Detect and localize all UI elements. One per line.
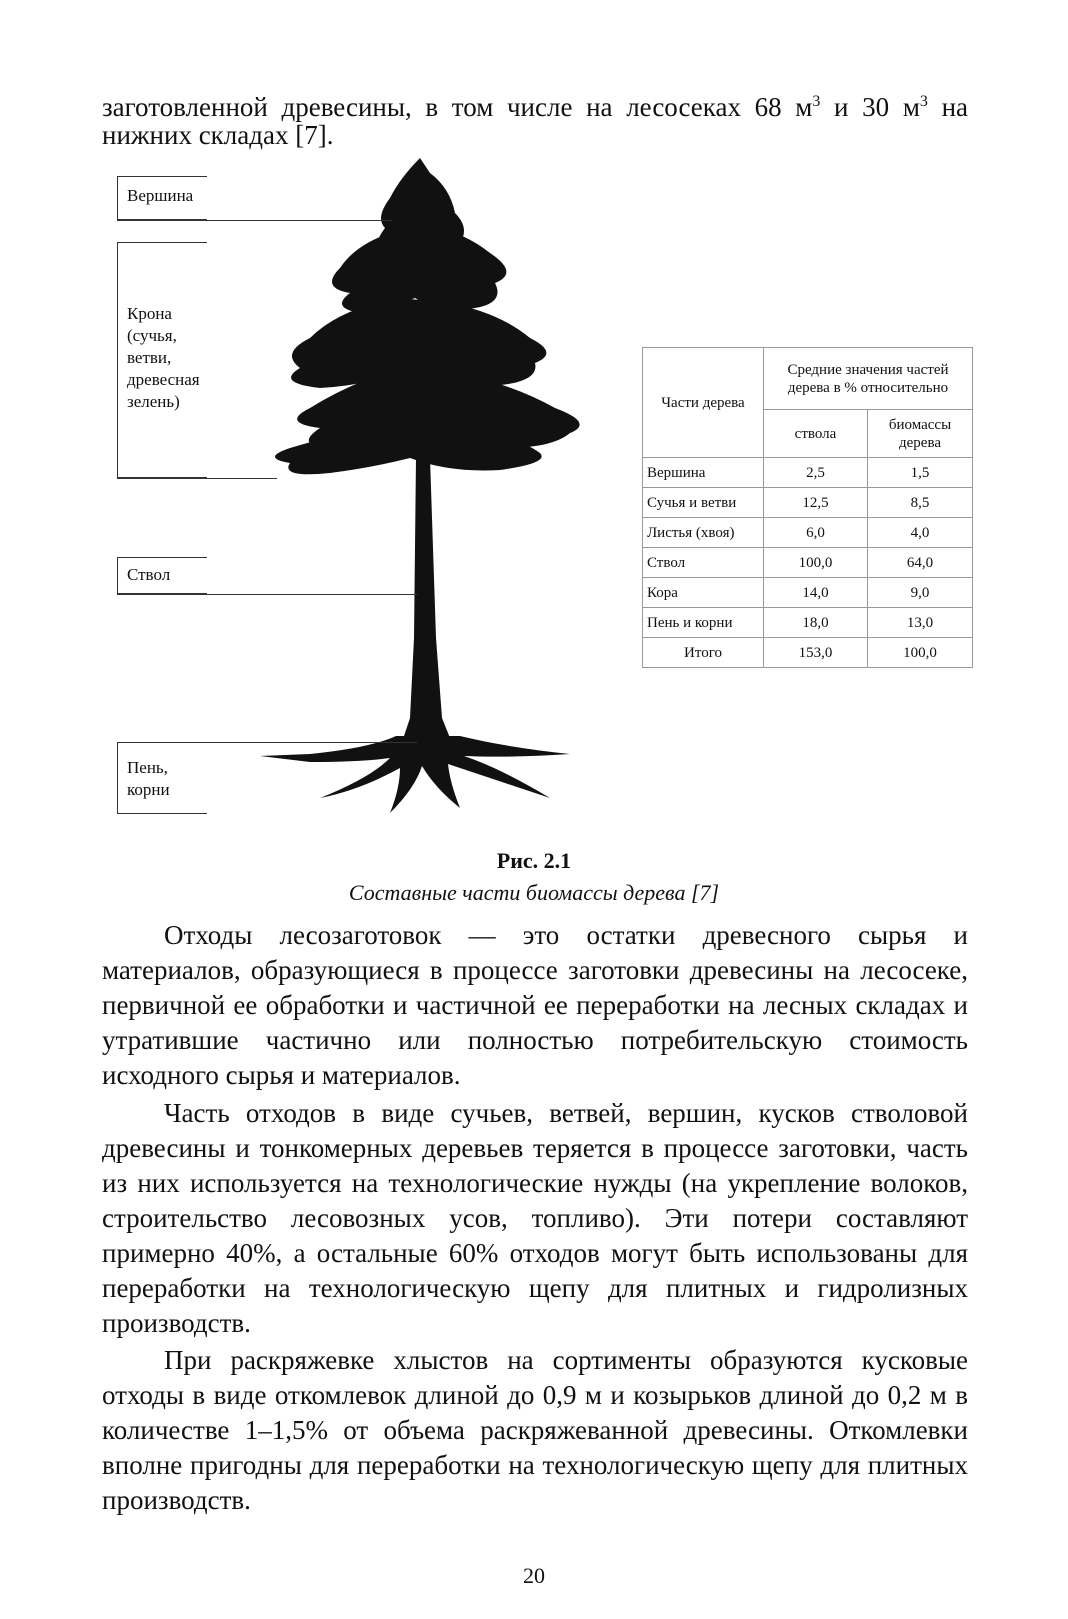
label-stump-line: Пень,	[127, 758, 168, 777]
row-trunk: 14,0	[764, 578, 868, 608]
figure-caption-subtitle: Составные части биомассы дерева [7]	[348, 880, 720, 905]
label-crown-line: древесная	[127, 370, 200, 389]
row-name: Пень и корни	[643, 608, 764, 638]
label-crown-line: Крона	[127, 304, 172, 323]
row-name: Ствол	[643, 548, 764, 578]
leader-stump	[117, 742, 417, 743]
total-biomass: 100,0	[868, 638, 973, 668]
figure-caption-title: Рис. 2.1	[496, 848, 572, 873]
intro-text-c: на	[927, 92, 968, 122]
label-stump	[117, 742, 207, 814]
leader-crown	[117, 478, 277, 479]
intro-text-a: заготовленной древесины, в том числе на лесосеках 68 м	[102, 92, 813, 122]
table-row	[643, 608, 973, 638]
table-row-total	[643, 638, 973, 668]
label-trunk	[117, 557, 207, 594]
biomass-table	[642, 347, 973, 668]
page-number: 20	[523, 1563, 545, 1588]
header-group: Средние значения частей дерева в % относительно	[764, 348, 973, 410]
paragraph: При раскряжевке хлыстов на сортименты образуются кусковые отходы в виде откомлевок длиной до 0,9 м и козырьков длиной до 0,2 м в количестве 1–1,5% от объема раскряжеванной древесины. Откомлевки вполне пригодны для переработки на технологическую щепу для плитных производств.	[102, 1345, 968, 1515]
label-crown-line: зелень)	[127, 392, 180, 411]
row-trunk: 6,0	[764, 518, 868, 548]
label-crown-line: (сучья,	[127, 326, 177, 345]
row-name: Вершина	[643, 458, 764, 488]
header-trunk: ствола	[764, 410, 868, 458]
label-top-text: Вершина	[127, 186, 194, 205]
label-crown-line: ветви,	[127, 348, 172, 367]
row-biomass: 9,0	[868, 578, 973, 608]
label-top	[117, 176, 207, 220]
tree-illustration	[250, 158, 595, 823]
row-name: Сучья и ветви	[643, 488, 764, 518]
tree-roots	[260, 736, 570, 813]
total-name: Итого	[643, 638, 764, 668]
paragraph: Часть отходов в виде сучьев, ветвей, вершин, кусков стволовой древесины и тонкомерных деревьев теряется в процессе заготовки, часть из них используется на технологические нужды (на укрепление волоков, строительство лесовозных усов, топливо). Эти потери составляют примерно 40%, а остальные 60% отходов могут быть использованы для переработки на технологическую щепу для плитных и гидролизных производств.	[102, 1098, 968, 1338]
table-row	[643, 518, 973, 548]
row-biomass: 13,0	[868, 608, 973, 638]
row-biomass: 4,0	[868, 518, 973, 548]
row-trunk: 18,0	[764, 608, 868, 638]
label-stump-line: корни	[127, 780, 170, 799]
header-parts: Части дерева	[643, 348, 764, 458]
row-biomass: 64,0	[868, 548, 973, 578]
row-name: Кора	[643, 578, 764, 608]
row-trunk: 2,5	[764, 458, 868, 488]
total-trunk: 153,0	[764, 638, 868, 668]
intro-line-2: нижних складах [7].	[102, 120, 334, 150]
superscript-3: 3	[919, 93, 928, 110]
row-biomass: 8,5	[868, 488, 973, 518]
header-biomass: биомассы дерева	[868, 410, 973, 458]
label-trunk-text: Ствол	[127, 565, 171, 584]
row-name: Листья (хвоя)	[643, 518, 764, 548]
table-row	[643, 548, 973, 578]
table-row	[643, 578, 973, 608]
leader-trunk	[117, 594, 417, 595]
label-crown	[117, 242, 207, 478]
table-row	[643, 488, 973, 518]
superscript-3: 3	[812, 93, 821, 110]
row-trunk: 12,5	[764, 488, 868, 518]
table-row	[643, 458, 973, 488]
paragraph: Отходы лесозаготовок — это остатки древесного сырья и материалов, образующиеся в процессе заготовки древесины на лесосеке, первичной ее обработки и частичной ее переработки на лесных складах и утратившие частично или полностью потребительскую стоимость исходного сырья и материалов.	[102, 920, 968, 1090]
row-trunk: 100,0	[764, 548, 868, 578]
row-biomass: 1,5	[868, 458, 973, 488]
leader-top	[117, 220, 392, 221]
intro-text-b: и 30 м	[820, 92, 920, 122]
